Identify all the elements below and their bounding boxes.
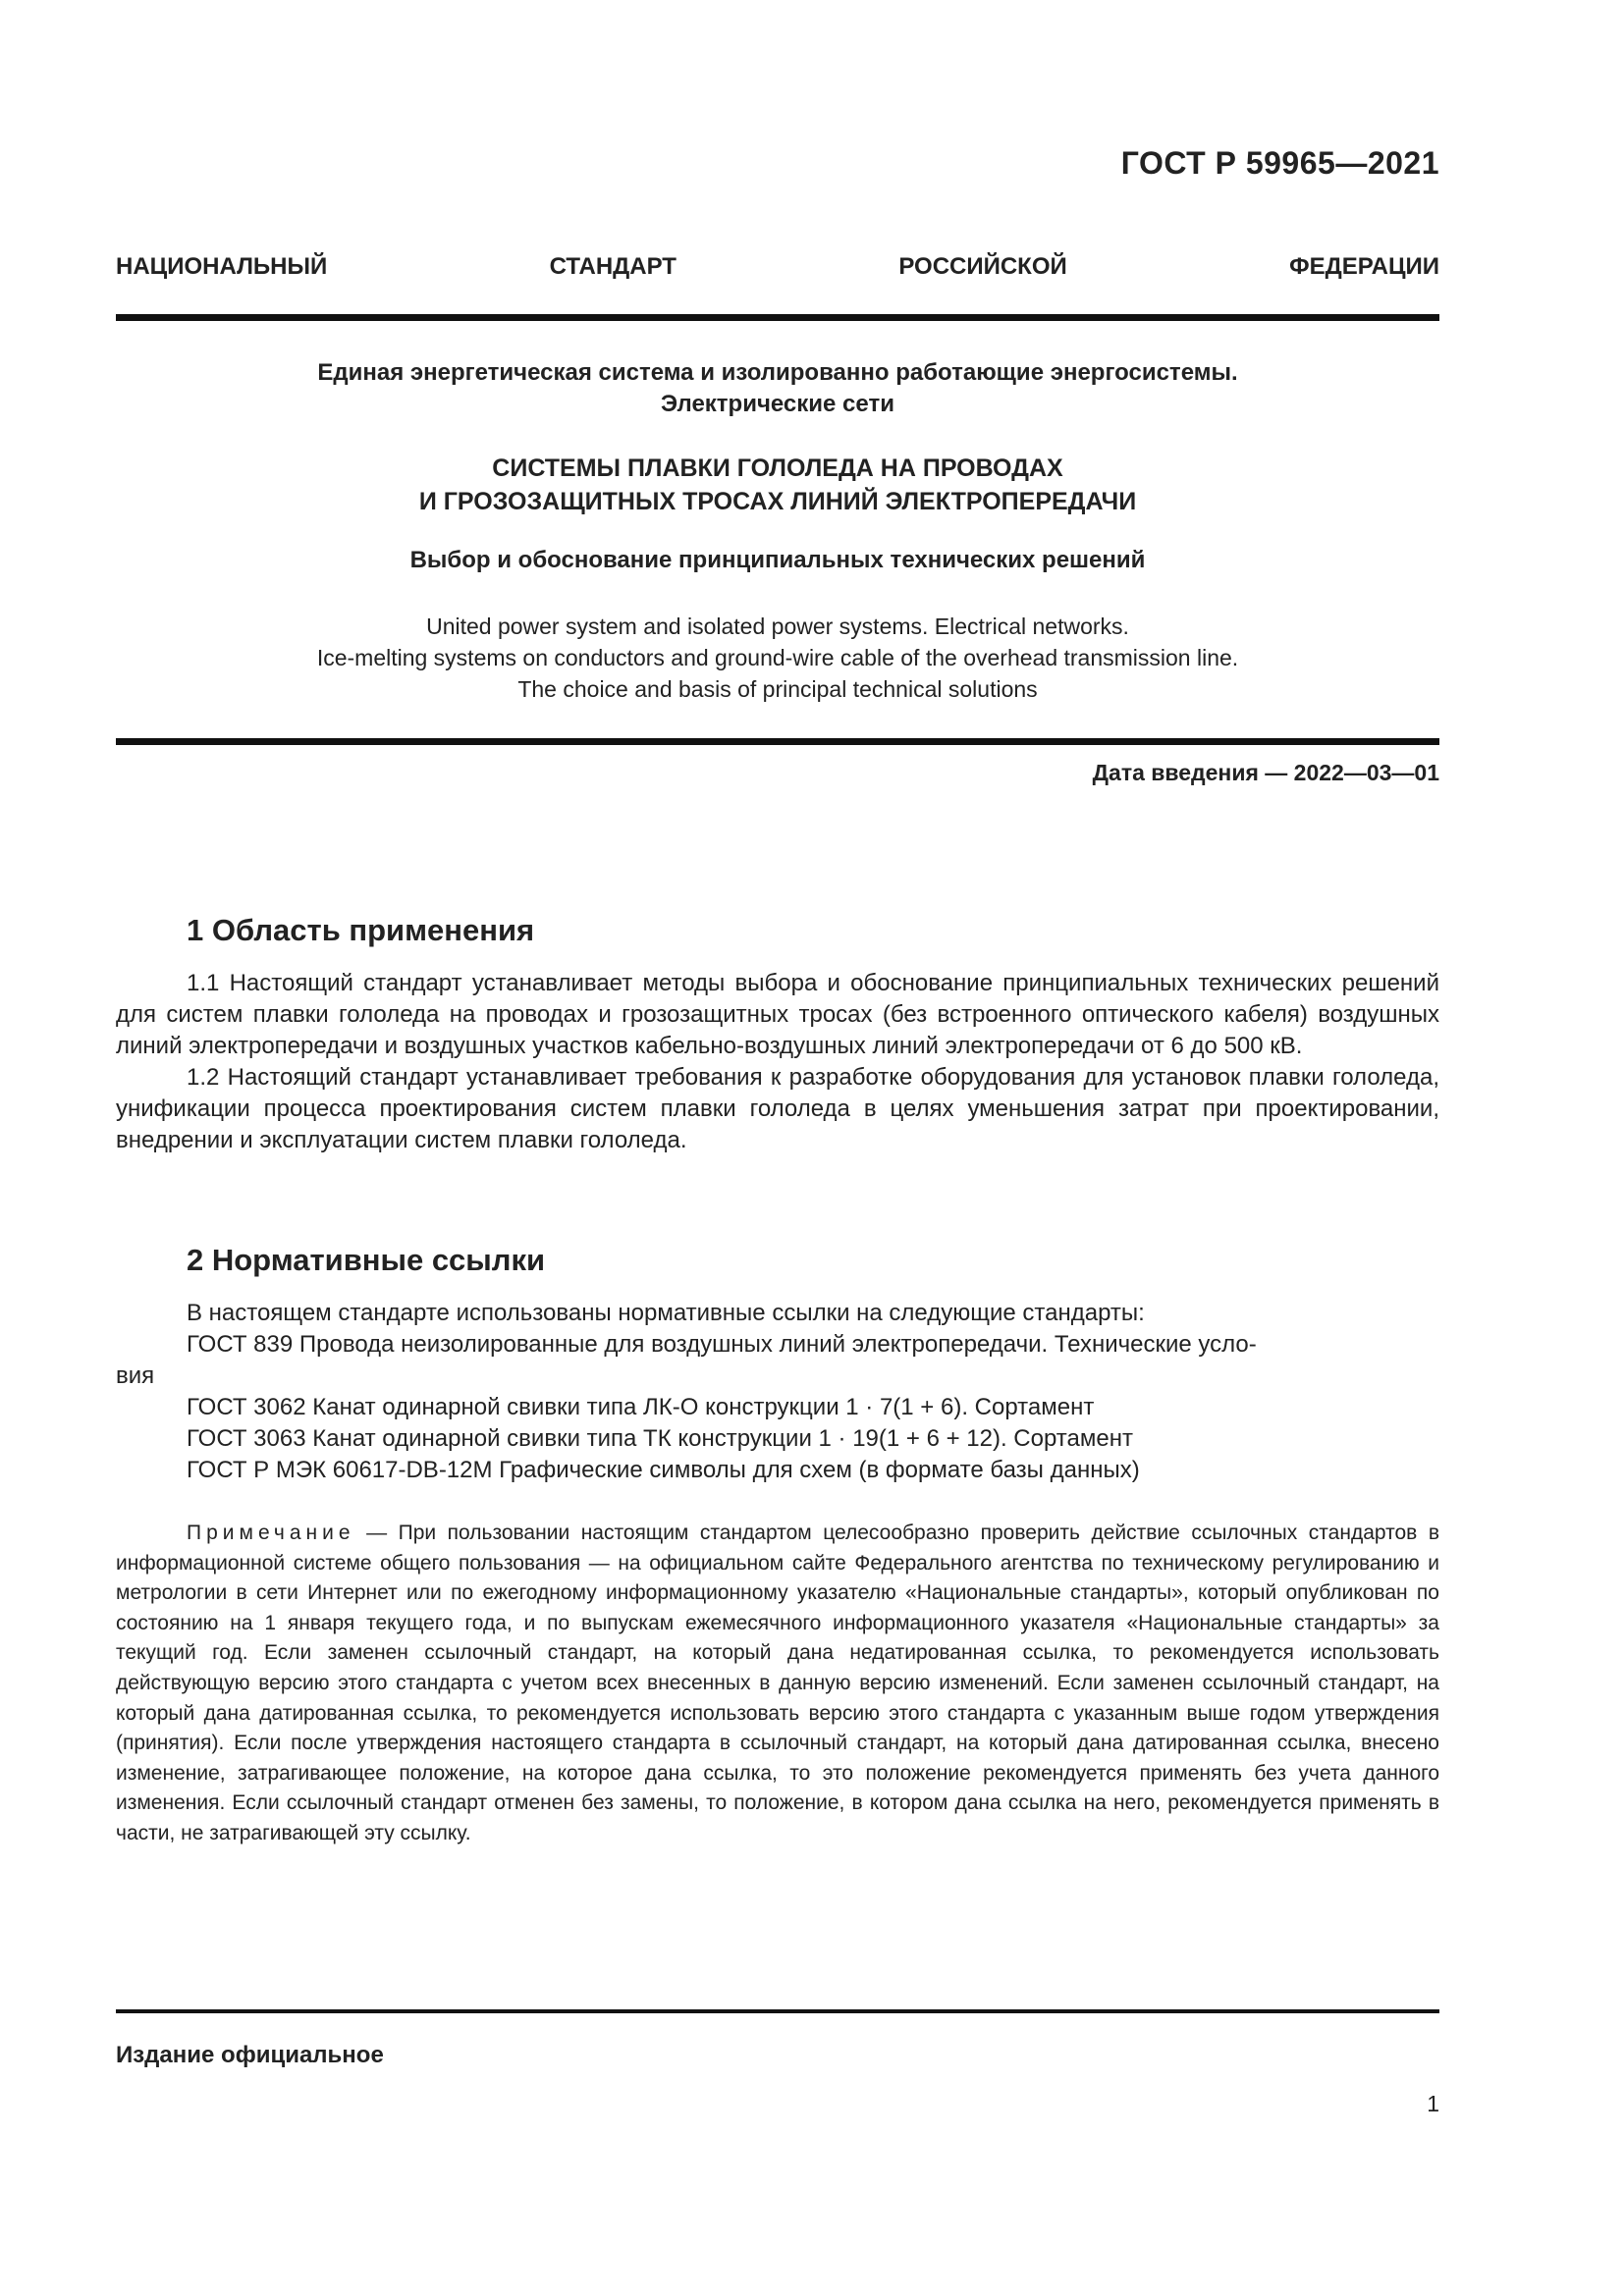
- section-1-heading: 1 Область применения: [187, 913, 535, 947]
- reference-gost-3062: ГОСТ 3062 Канат одинарной свивки типа ЛК-О конструкции 1 · 7(1 + 6). Сортамент: [187, 1394, 1095, 1420]
- references-intro: В настоящем стандарте использованы нормативные ссылки на следующие стандарты:: [187, 1300, 1145, 1326]
- section-2-heading: 2 Нормативные ссылки: [187, 1243, 546, 1277]
- english-title-line-1: United power system and isolated power systems. Electrical networks.: [426, 614, 1129, 639]
- page-number: 1: [1427, 2091, 1439, 2116]
- title-line-1: Единая энергетическая система и изолированно работающие энергосистемы.: [317, 359, 1238, 386]
- english-title-line-2: Ice-melting systems on conductors and ground-wire cable of the overhead transmission line.: [316, 645, 1239, 670]
- title-context: [116, 357, 1439, 420]
- title-rule: [116, 738, 1439, 745]
- section-1-body: [116, 968, 1439, 1156]
- main-title-line-2: И ГРОЗОЗАЩИТНЫХ ТРОСАХ ЛИНИЙ ЭЛЕКТРОПЕРЕДАЧИ: [418, 488, 1137, 515]
- english-title: [116, 611, 1439, 705]
- main-title-line-1: СИСТЕМЫ ПЛАВКИ ГОЛОЛЕДА НА ПРОВОДАХ: [492, 454, 1063, 482]
- english-title-line-3: The choice and basis of principal technical solutions: [517, 676, 1038, 702]
- reference-gost-839-continued: вия: [116, 1362, 155, 1389]
- paragraph-1-1: 1.1 Настоящий стандарт устанавливает методы выбора и обоснование принципиальных технических решений для систем плавки гололеда на проводах и грозозащитных тросах (без встроенного оптического кабеля) воздушных линий электропередачи и воздушных участков кабельно-воздушных линий электропередачи от 6 до 500 кВ.: [116, 970, 1439, 1059]
- header-rule: [116, 314, 1439, 321]
- reference-gost-3063: ГОСТ 3063 Канат одинарной свивки типа ТК конструкции 1 · 19(1 + 6 + 12). Сортамент: [187, 1425, 1133, 1452]
- official-edition: Издание официальное: [116, 2042, 384, 2068]
- title-line-2: Электрические сети: [661, 391, 894, 417]
- note-label: Примечание: [187, 1522, 355, 1544]
- reference-gost-839: ГОСТ 839 Провода неизолированные для воздушных линий электропередачи. Технические усло-: [187, 1331, 1257, 1358]
- footer-rule: [116, 2009, 1439, 2013]
- paragraph-1-2: 1.2 Настоящий стандарт устанавливает требования к разработке оборудования для установок плавки гололеда, унификации процесса проектирования систем плавки гололеда в целях уменьшения затрат при проектировании, внедрении и эксплуатации систем плавки гололеда.: [116, 1064, 1439, 1153]
- references-list: [116, 1298, 1439, 1486]
- reference-gost-iec-60617: ГОСТ Р МЭК 60617-DB-12M Графические символы для схем (в формате базы данных): [187, 1457, 1140, 1483]
- national-standard-banner: НАЦИОНАЛЬНЫЙ СТАНДАРТ РОССИЙСКОЙ ФЕДЕРАЦИИ: [116, 253, 1439, 280]
- note: [116, 1519, 1439, 1849]
- main-title: [116, 452, 1439, 518]
- standard-code: ГОСТ Р 59965—2021: [1120, 145, 1439, 181]
- subtitle: Выбор и обоснование принципиальных технических решений: [409, 547, 1146, 573]
- note-text: — При пользовании настоящим стандартом целесообразно проверить действие ссылочных стандартов в информационной системе общего пользования — на официальном сайте Федерального агентства по техническому регулированию и метрологии в сети Интернет или по ежегодному информационному указателю «Национальные стандарты», который опубликован по состоянию на 1 января текущего года, и по выпускам ежемесячного информационного указателя «Национальные стандарты» за текущий год. Если заменен ссылочный стандарт, на который дана недатированная ссылка, то рекомендуется использовать действующую версию этого стандарта с учетом всех внесенных в данную версию изменений. Если заменен ссылочный стандарт, на который дана датированная ссылка, то рекомендуется использовать версию этого стандарта с указанным выше годом утверждения (принятия). Если после утверждения настоящего стандарта в ссылочный стандарт, на который дана датированная ссылка, внесено изменение, затрагивающее положение, на которое дана ссылка, то это положение рекомендуется применять без учета данного изменения. Если ссылочный стандарт отменен без замены, то положение, в котором дана ссылка на него, рекомендуется применять в части, не затрагивающей эту ссылку.: [116, 1522, 1439, 1844]
- introduction-date: Дата введения — 2022—03—01: [1092, 760, 1439, 785]
